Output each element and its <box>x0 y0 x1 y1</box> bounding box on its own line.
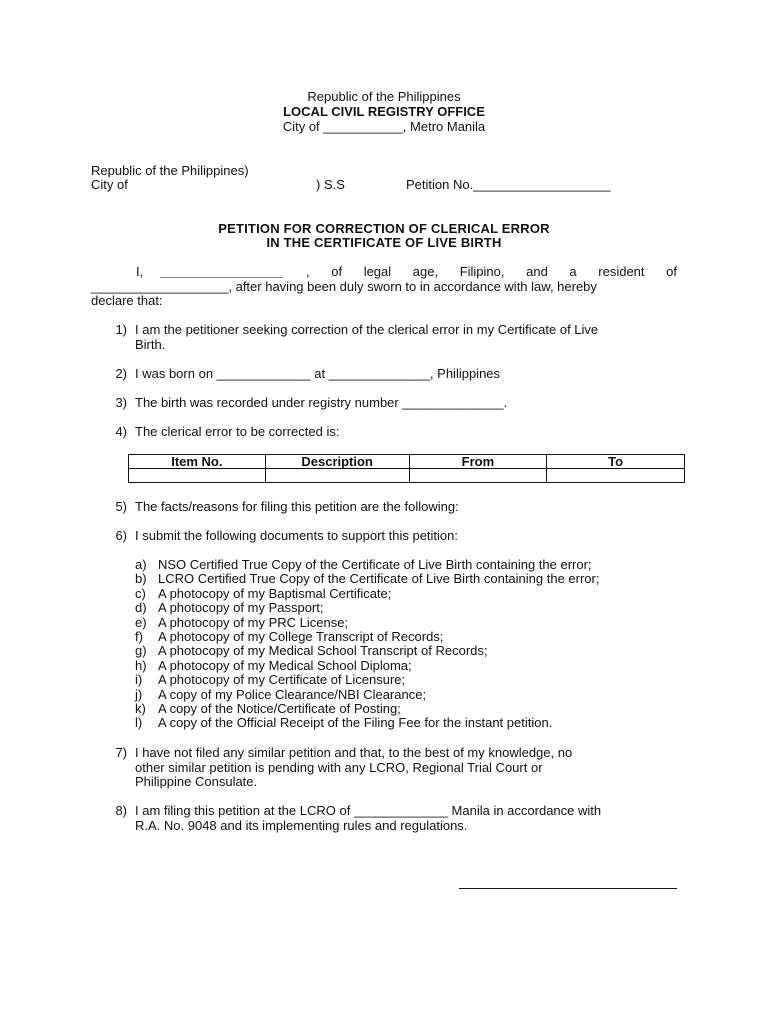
petition-title-line1: PETITION FOR CORRECTION OF CLERICAL ERROR <box>218 221 550 236</box>
table-cell[interactable] <box>129 469 266 483</box>
intro-line3: declare that: <box>91 293 163 308</box>
item-number: 8) <box>115 803 127 818</box>
table-header-description: Description <box>265 455 409 469</box>
table-row <box>129 469 685 483</box>
table-cell[interactable] <box>409 469 547 483</box>
item-number: 3) <box>115 395 127 410</box>
list-marker: c) <box>135 585 146 601</box>
header-republic: Republic of the Philippines <box>307 89 461 104</box>
list-text: A photocopy of my Baptismal Certificate; <box>158 585 392 601</box>
item-text: I have not filed any similar petition and that, to the best of my knowledge, no <box>135 745 573 760</box>
intro-line2: ___________________, after having been duly sworn to in accordance with law, hereby <box>91 279 597 294</box>
table-header-row <box>129 455 685 469</box>
list-text: A photocopy of my Certificate of Licensure; <box>158 672 406 688</box>
list-text: A copy of my Police Clearance/NBI Clearance; <box>158 686 427 702</box>
item-number: 1) <box>115 322 127 337</box>
list-marker: h) <box>135 657 147 673</box>
caption-ss: ) S.S <box>316 177 345 192</box>
list-text: NSO Certified True Copy of the Certificate of Live Birth containing the error; <box>158 557 592 572</box>
item-text: I was born on _____________ at ______________, Philippines <box>135 366 501 381</box>
item-number: 2) <box>115 366 127 381</box>
list-marker: j) <box>135 686 143 702</box>
item-text: R.A. No. 9048 and its implementing rules and regulations. <box>135 818 468 833</box>
list-marker: i) <box>135 672 143 688</box>
item-number: 6) <box>115 528 127 543</box>
item-number: 4) <box>115 424 127 439</box>
list-text: A copy of the Official Receipt of the Filing Fee for the instant petition. <box>158 715 553 731</box>
list-marker: l) <box>135 715 143 731</box>
item-number: 5) <box>115 499 127 514</box>
table-cell[interactable] <box>547 469 685 483</box>
list-text: A photocopy of my Medical School Diploma; <box>158 657 412 673</box>
item-text: Birth. <box>135 337 166 352</box>
list-marker: a) <box>135 557 147 572</box>
item-text: The clerical error to be corrected is: <box>135 424 340 439</box>
list-text: A photocopy of my PRC License; <box>158 614 349 630</box>
intro-i: I, <box>136 264 144 279</box>
list-marker: g) <box>135 643 147 659</box>
table-header-from: From <box>409 455 547 469</box>
item-text: I am filing this petition at the LCRO of _____________ Manila in accordance with <box>135 803 602 818</box>
list-text: A photocopy of my College Transcript of Records; <box>158 628 444 644</box>
list-marker: d) <box>135 600 147 616</box>
header-office: LOCAL CIVIL REGISTRY OFFICE <box>283 104 485 119</box>
caption-republic: Republic of the Philippines) <box>91 163 249 178</box>
table-cell[interactable] <box>265 469 409 483</box>
list-text: A copy of the Notice/Certificate of Posting; <box>158 700 401 716</box>
list-marker: e) <box>135 614 147 630</box>
item-text: I am the petitioner seeking correction of the clerical error in my Certificate of Live <box>135 322 599 337</box>
item-text: The birth was recorded under registry number ______________. <box>135 395 508 410</box>
table-header-item-no: Item No. <box>129 455 266 469</box>
list-marker: b) <box>135 571 147 587</box>
caption-city: City of <box>91 177 128 192</box>
list-text: A photocopy of my Passport; <box>158 600 324 616</box>
caption-petition-no: Petition No.___________________ <box>406 177 611 192</box>
petition-title-line2: IN THE CERTIFICATE OF LIVE BIRTH <box>266 235 502 250</box>
list-marker: k) <box>135 700 146 716</box>
item-text: other similar petition is pending with any LCRO, Regional Trial Court or <box>135 760 543 775</box>
signature-line <box>459 888 677 889</box>
clerical-error-table <box>128 454 685 483</box>
table-header-to: To <box>547 455 685 469</box>
item-text: I submit the following documents to support this petition: <box>135 528 459 543</box>
list-marker: f) <box>135 628 143 644</box>
intro-rest: , of legal age, Filipino, and a resident of <box>306 264 677 279</box>
item-text: Philippine Consulate. <box>135 774 258 789</box>
item-text: The facts/reasons for filing this petition are the following: <box>135 499 459 514</box>
intro-name-blank: _________________ <box>160 264 283 279</box>
list-text: LCRO Certified True Copy of the Certificate of Live Birth containing the error; <box>158 571 600 587</box>
item-number: 7) <box>115 745 127 760</box>
list-text: A photocopy of my Medical School Transcript of Records; <box>158 643 488 659</box>
header-city: City of ___________, Metro Manila <box>282 119 486 134</box>
